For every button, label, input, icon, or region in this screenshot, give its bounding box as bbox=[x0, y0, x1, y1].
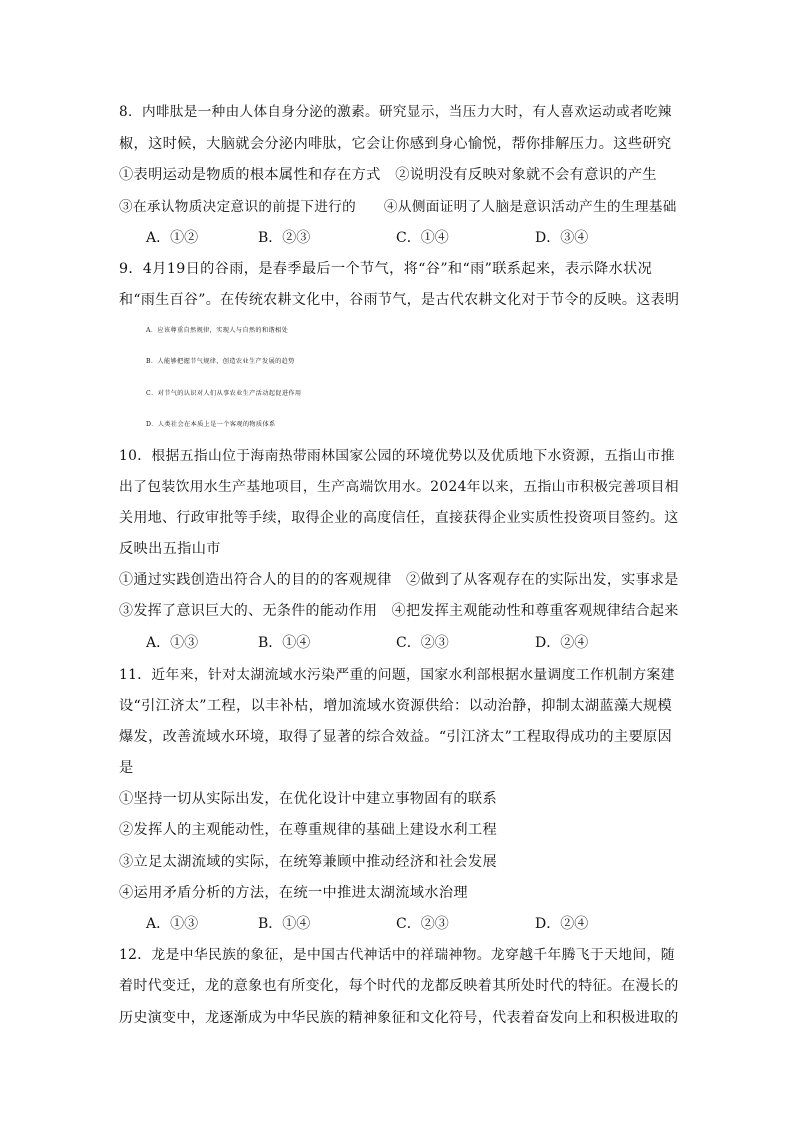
q11-statement-4: ④运用矛盾分析的方法，在统一中推进太湖流域水治理 bbox=[119, 885, 468, 901]
q8-stem-line-2: 椒，这时候，大脑就会分泌内啡肽，它会让你感到身心愉悦，帮你排解压力。这些研究 bbox=[119, 136, 672, 152]
q10-statement-3-4: ③发挥了意识巨大的、无条件的能动作用 ④把发挥主观能动性和尊重客观规律结合起来 bbox=[119, 603, 679, 619]
q11-option-d: D．②④ bbox=[535, 916, 589, 932]
q10-option-a: A．①③ bbox=[146, 635, 199, 651]
q11-stem-line-4: 是 bbox=[119, 760, 134, 776]
q11-option-b: B．①④ bbox=[258, 916, 311, 932]
q11-stem-line-3: 爆发，改善流域水环境，取得了显著的综合效益。“引江济太”工程取得成功的主要原因 bbox=[119, 729, 673, 745]
q11-stem-line-2: 设“引江济太”工程，以丰补枯，增加流域水资源供给：以动治静，抑制太湖蓝藻大规模 bbox=[119, 698, 673, 714]
q12-stem-line-3: 历史演变中，龙逐渐成为中华民族的精神象征和文化符号，代表着奋发向上和积极进取的 bbox=[119, 1010, 679, 1026]
q9-choice-b: B．人能够把握节气规律，创造农业生产发展的趋势 bbox=[146, 358, 295, 365]
q8-option-b: B．②③ bbox=[258, 230, 311, 246]
q9-choice-d: D．人类社会在本质上是一个客观的物质体系 bbox=[146, 421, 276, 428]
q10-option-c: C．②③ bbox=[396, 635, 449, 651]
q11-statement-2: ②发挥人的主观能动性，在尊重规律的基础上建设水利工程 bbox=[119, 822, 497, 838]
q10-option-b: B．①④ bbox=[258, 635, 311, 651]
q12-stem-line-1: 12．龙是中华民族的象征，是中国古代神话中的祥瑞神物。龙穿越千年腾飞于天地间，随 bbox=[119, 947, 675, 963]
q8-statement-3-4: ③在承认物质决定意识的前提下进行的 ④从侧面证明了人脑是意识活动产生的生理基础 bbox=[119, 199, 677, 215]
q9-stem-line-1: 9．4月19日的谷雨，是春季最后一个节气，将“谷”和“雨”联系起来，表示降水状况 bbox=[119, 261, 653, 277]
q9-choice-c: C．对节气的认识对人们从事农业生产活动起促进作用 bbox=[146, 390, 302, 397]
q8-option-a: A．①② bbox=[146, 230, 199, 246]
q10-stem-line-2: 出了包装饮用水生产基地项目，生产高端饮用水。2024年以来，五指山市积极完善项目相 bbox=[119, 479, 679, 495]
q12-stem-line-2: 着时代变迁，龙的意象也有所变化，每个时代的龙都反映着其所处时代的特征。在漫长的 bbox=[119, 978, 679, 994]
q11-statement-3: ③立足太湖流域的实际，在统筹兼顾中推动经济和社会发展 bbox=[119, 854, 497, 870]
q8-statement-1-2: ①表明运动是物质的根本属性和存在方式 ②说明没有反映对象就不会有意识的产生 bbox=[119, 167, 657, 183]
q10-statement-1-2: ①通过实践创造出符合人的目的的客观规律 ②做到了从客观存在的实际出发，实事求是 bbox=[119, 572, 679, 588]
q11-statement-1: ①坚持一切从实际出发，在优化设计中建立事物固有的联系 bbox=[119, 791, 497, 807]
q10-option-d: D．②④ bbox=[535, 635, 589, 651]
q11-stem-line-1: 11．近年来，针对太湖流域水污染严重的问题，国家水利部根据水量调度工作机制方案建 bbox=[119, 667, 675, 683]
q10-stem-line-3: 关用地、行政审批等手续，取得企业的高度信任，直接获得企业实质性投资项目签约。这 bbox=[119, 510, 679, 526]
q11-option-a: A．①③ bbox=[146, 916, 199, 932]
q9-stem-line-2: 和“雨生百谷”。在传统农耕文化中，谷雨节气，是古代农耕文化对于节令的反映。这表明 bbox=[119, 292, 680, 308]
q8-option-c: C．①④ bbox=[396, 230, 449, 246]
q8-option-d: D．③④ bbox=[535, 230, 589, 246]
q8-stem-line-1: 8．内啡肽是一种由人体自身分泌的激素。研究显示，当压力大时，有人喜欢运动或者吃辣 bbox=[119, 104, 672, 120]
q9-choice-a: A．应该尊重自然规律，实现人与自然的和谐相处 bbox=[146, 327, 289, 334]
q10-stem-line-1: 10．根据五指山位于海南热带雨林国家公园的环境优势以及优质地下水资源，五指山市推 bbox=[119, 448, 675, 464]
q10-stem-line-4: 反映出五指山市 bbox=[119, 541, 221, 557]
q11-option-c: C．②③ bbox=[396, 916, 449, 932]
